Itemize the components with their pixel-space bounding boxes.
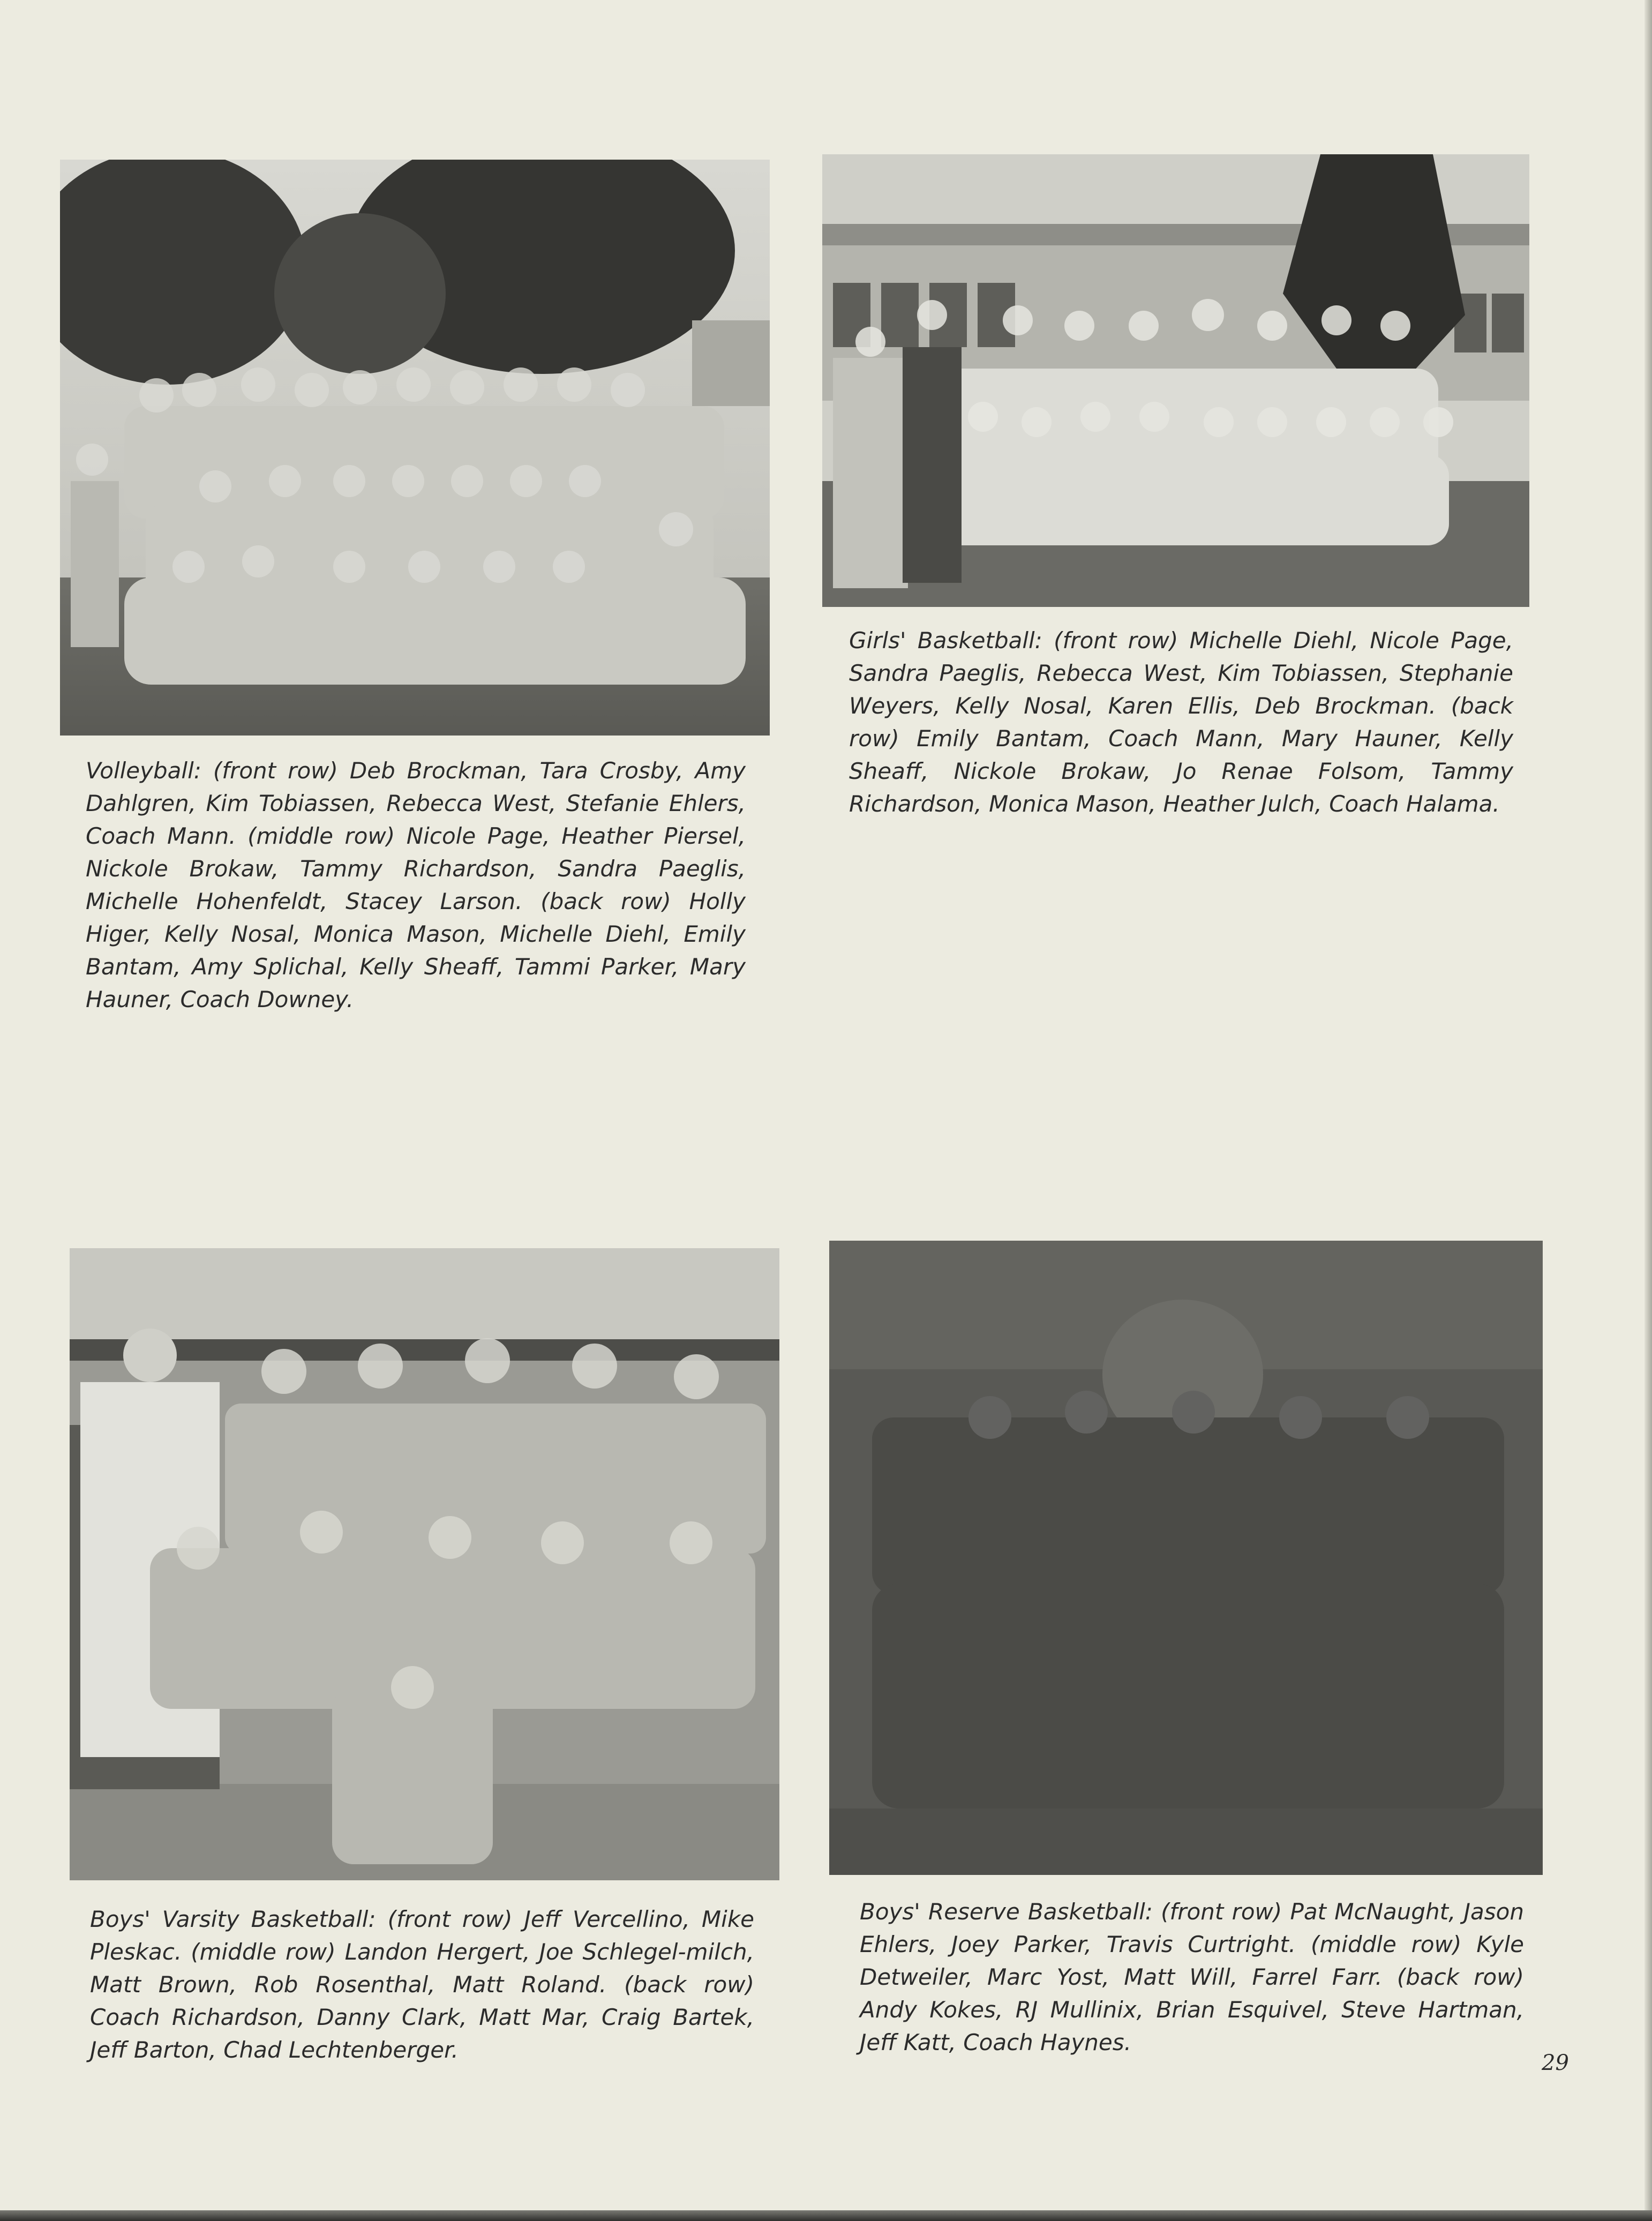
page-edge [1645,0,1652,2221]
boys-varsity-photo-image [70,1248,779,1880]
page-number: 29 [1542,2051,1569,2075]
girls-basketball-photo-image [822,154,1529,607]
boys-reserve-photo-image [829,1241,1543,1875]
volleyball-team-photo [60,160,770,736]
boys-varsity-basketball-caption: Boys' Varsity Basketball: (front row) Jeff Vercellino, Mike Pleskac. (middle row) Landon Hergert, Joe Schlegel-milch, Matt Brown, Rob Rosenthal, Matt Roland. (back row) Coach Richardson, Danny Clark, Matt Mar, Craig Bartek, Jeff Barton, Chad Lechtenberger. [90,1906,754,2063]
girls-basketball-caption: Girls' Basketball: (front row) Michelle Diehl, Nicole Page, Sandra Paeglis, Rebecca West, Kim Tobiassen, Stephanie Weyers, Kelly Nosal, Karen Ellis, Deb Brockman. (back row) Emily Bantam, Coach Mann, Mary Hauner, Kelly Sheaff, Nickole Brokaw, Jo Renae Folsom, Tammy Richardson, Monica Mason, Heather Julch, Coach Halama. [849,627,1513,817]
volleyball-caption: Volleyball: (front row) Deb Brockman, Tara Crosby, Amy Dahlgren, Kim Tobiassen, Rebecca West, Stefanie Ehlers, Coach Mann. (middle row) Nicole Page, Heather Piersel, Nickole Brokaw, Tammy Richardson, Sandra Paeglis, Michelle Hohenfeldt, Stacey Larson. (back row) Holly Higer, Kelly Nosal, Monica Mason, Michelle Diehl, Emily Bantam, Amy Splichal, Kelly Sheaff, Tammi Parker, Mary Hauner, Coach Downey. [86,757,746,1012]
boys-varsity-basketball-team-photo [70,1248,779,1880]
boys-reserve-basketball-caption: Boys' Reserve Basketball: (front row) Pat McNaught, Jason Ehlers, Joey Parker, Travis Curtright. (middle row) Kyle Detweiler, Marc Yost, Matt Will, Farrel Farr. (back row) Andy Kokes, RJ Mullinix, Brian Esquivel, Steve Hartman, Jeff Katt, Coach Haynes. [860,1899,1524,2055]
page-bottom-edge [0,2210,1652,2221]
volleyball-photo-image [60,160,770,736]
boys-reserve-basketball-team-photo [829,1241,1543,1875]
girls-basketball-team-photo [822,154,1529,607]
